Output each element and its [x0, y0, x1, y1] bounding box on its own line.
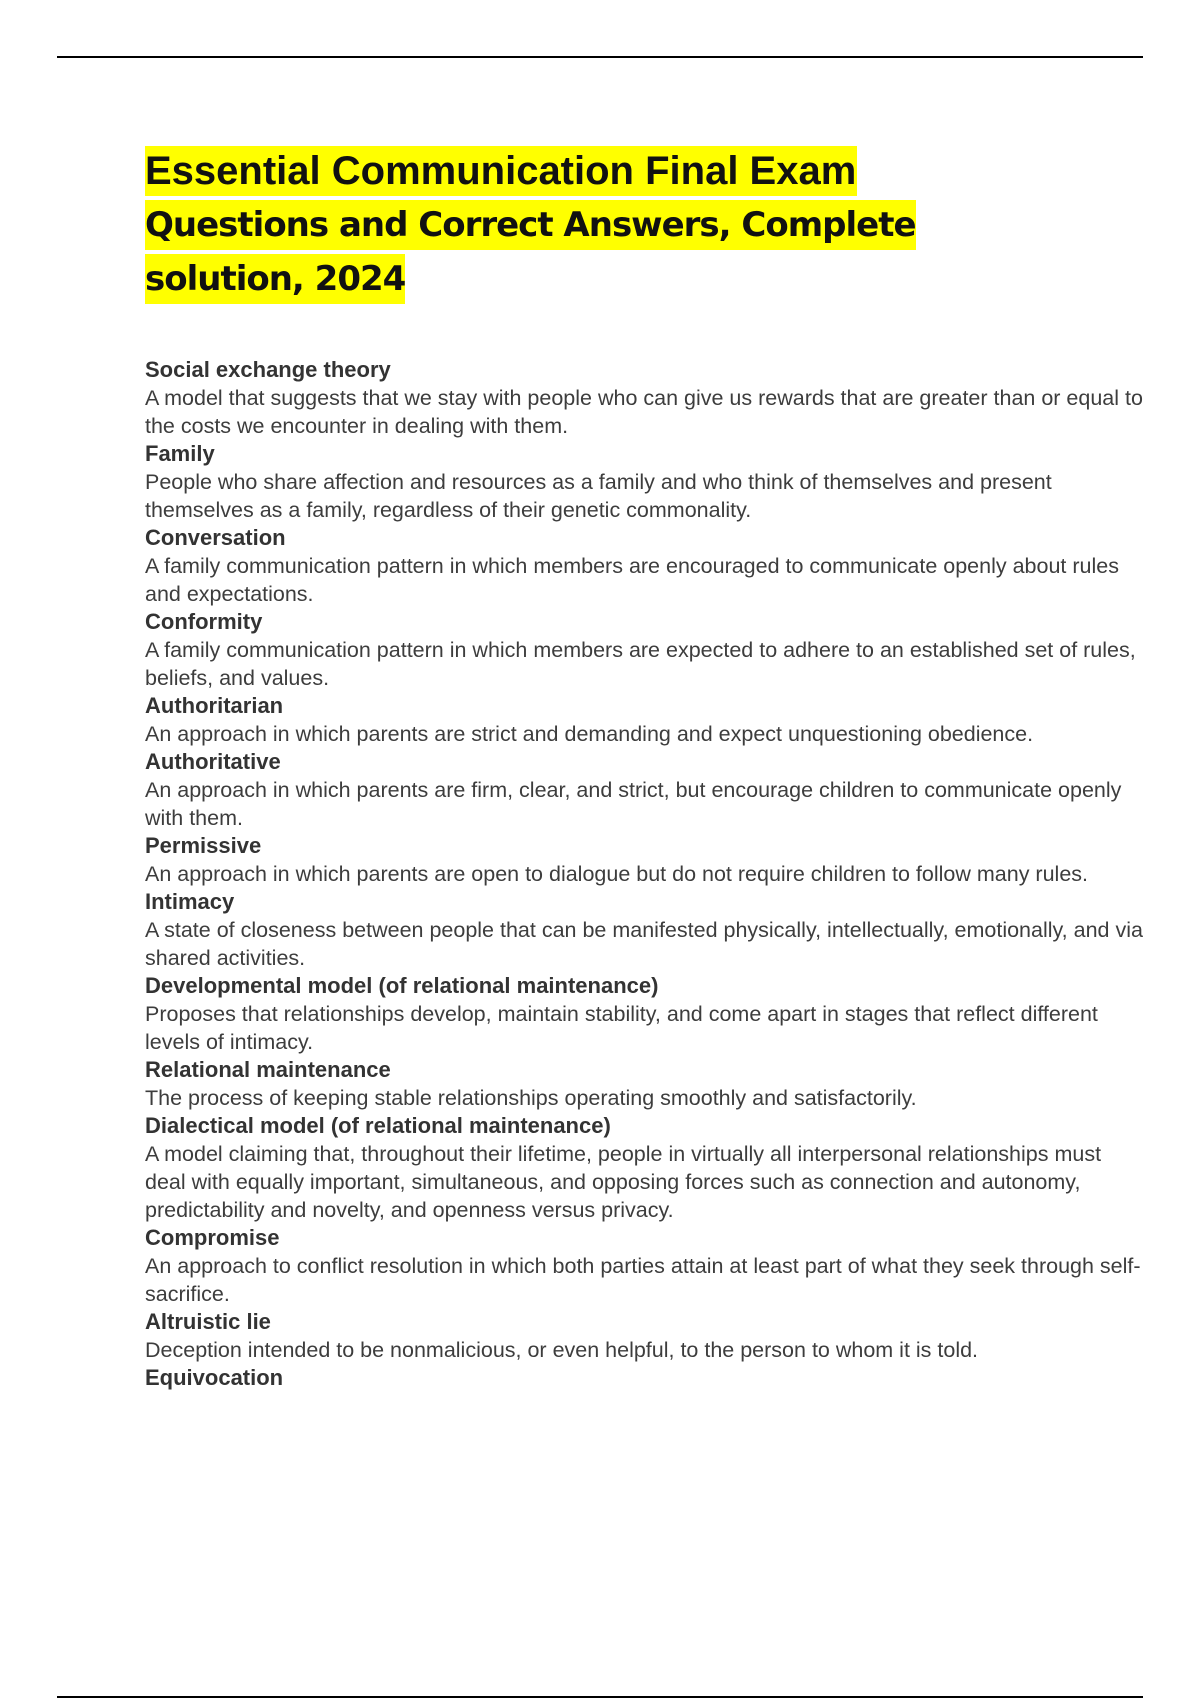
term-entry: [145, 888, 1145, 972]
term-heading: Social exchange theory: [145, 357, 391, 382]
term-definition: Proposes that relationships develop, maintain stability, and come apart in stages that reflect different levels of intimacy.: [145, 1002, 1098, 1054]
term-entry: [145, 608, 1145, 692]
bottom-rule: [57, 1696, 1143, 1698]
title-line-2: Questions and Correct Answers, Complete: [145, 200, 916, 250]
term-heading: Compromise: [145, 1225, 280, 1250]
term-definition: People who share affection and resources as a family and who think of themselves and present themselves as a family, regardless of their genetic commonality.: [145, 470, 1052, 522]
term-heading: Intimacy: [145, 889, 235, 914]
term-definition: An approach in which parents are firm, clear, and strict, but encourage children to communicate openly with them.: [145, 778, 1122, 830]
term-heading: Authoritarian: [145, 693, 284, 718]
term-entry: [145, 524, 1145, 608]
top-rule: [57, 56, 1143, 58]
term-heading: Conformity: [145, 609, 263, 634]
term-heading: Altruistic lie: [145, 1309, 271, 1334]
term-definition: The process of keeping stable relationships operating smoothly and satisfactorily.: [145, 1086, 917, 1110]
term-definition: An approach to conflict resolution in which both parties attain at least part of what they seek through self-sacrifice.: [145, 1254, 1141, 1306]
term-heading: Equivocation: [145, 1365, 284, 1390]
term-definition: A model claiming that, throughout their lifetime, people in virtually all interpersonal relationships must deal with equally important, simultaneous, and opposing forces such as connection and autonomy, predictability and novelty, and openness versus privacy.: [145, 1142, 1102, 1222]
term-list: [145, 356, 1145, 1392]
title-line-3: solution, 2024: [145, 254, 405, 304]
term-heading: Conversation: [145, 525, 286, 550]
term-entry: [145, 1056, 1145, 1112]
term-entry: [145, 832, 1145, 888]
term-heading: Relational maintenance: [145, 1057, 391, 1082]
term-entry: [145, 748, 1145, 832]
term-definition: Deception intended to be nonmalicious, or even helpful, to the person to whom it is told.: [145, 1338, 979, 1362]
term-entry: [145, 692, 1145, 748]
term-entry: [145, 356, 1145, 440]
term-definition: A state of closeness between people that can be manifested physically, intellectually, emotionally, and via shared activities.: [145, 918, 1143, 970]
term-heading: Dialectical model (of relational maintenance): [145, 1113, 611, 1138]
term-entry: [145, 440, 1145, 524]
term-heading: Permissive: [145, 833, 262, 858]
term-definition: A model that suggests that we stay with people who can give us rewards that are greater than or equal to the costs we encounter in dealing with them.: [145, 386, 1143, 438]
term-entry: [145, 1364, 1145, 1392]
term-definition: An approach in which parents are strict and demanding and expect unquestioning obedience.: [145, 722, 1034, 746]
term-entry: [145, 1112, 1145, 1224]
term-definition: An approach in which parents are open to dialogue but do not require children to follow many rules.: [145, 862, 1088, 886]
term-definition: A family communication pattern in which members are expected to adhere to an established set of rules, beliefs, and values.: [145, 638, 1136, 690]
term-heading: Family: [145, 441, 215, 466]
term-entry: [145, 1224, 1145, 1308]
term-heading: Authoritative: [145, 749, 281, 774]
title-line-1: Essential Communication Final Exam: [145, 146, 857, 196]
document-title: [145, 146, 1145, 304]
term-entry: [145, 972, 1145, 1056]
term-definition: A family communication pattern in which members are encouraged to communicate openly about rules and expectations.: [145, 554, 1119, 606]
term-heading: Developmental model (of relational maintenance): [145, 973, 659, 998]
term-entry: [145, 1308, 1145, 1364]
